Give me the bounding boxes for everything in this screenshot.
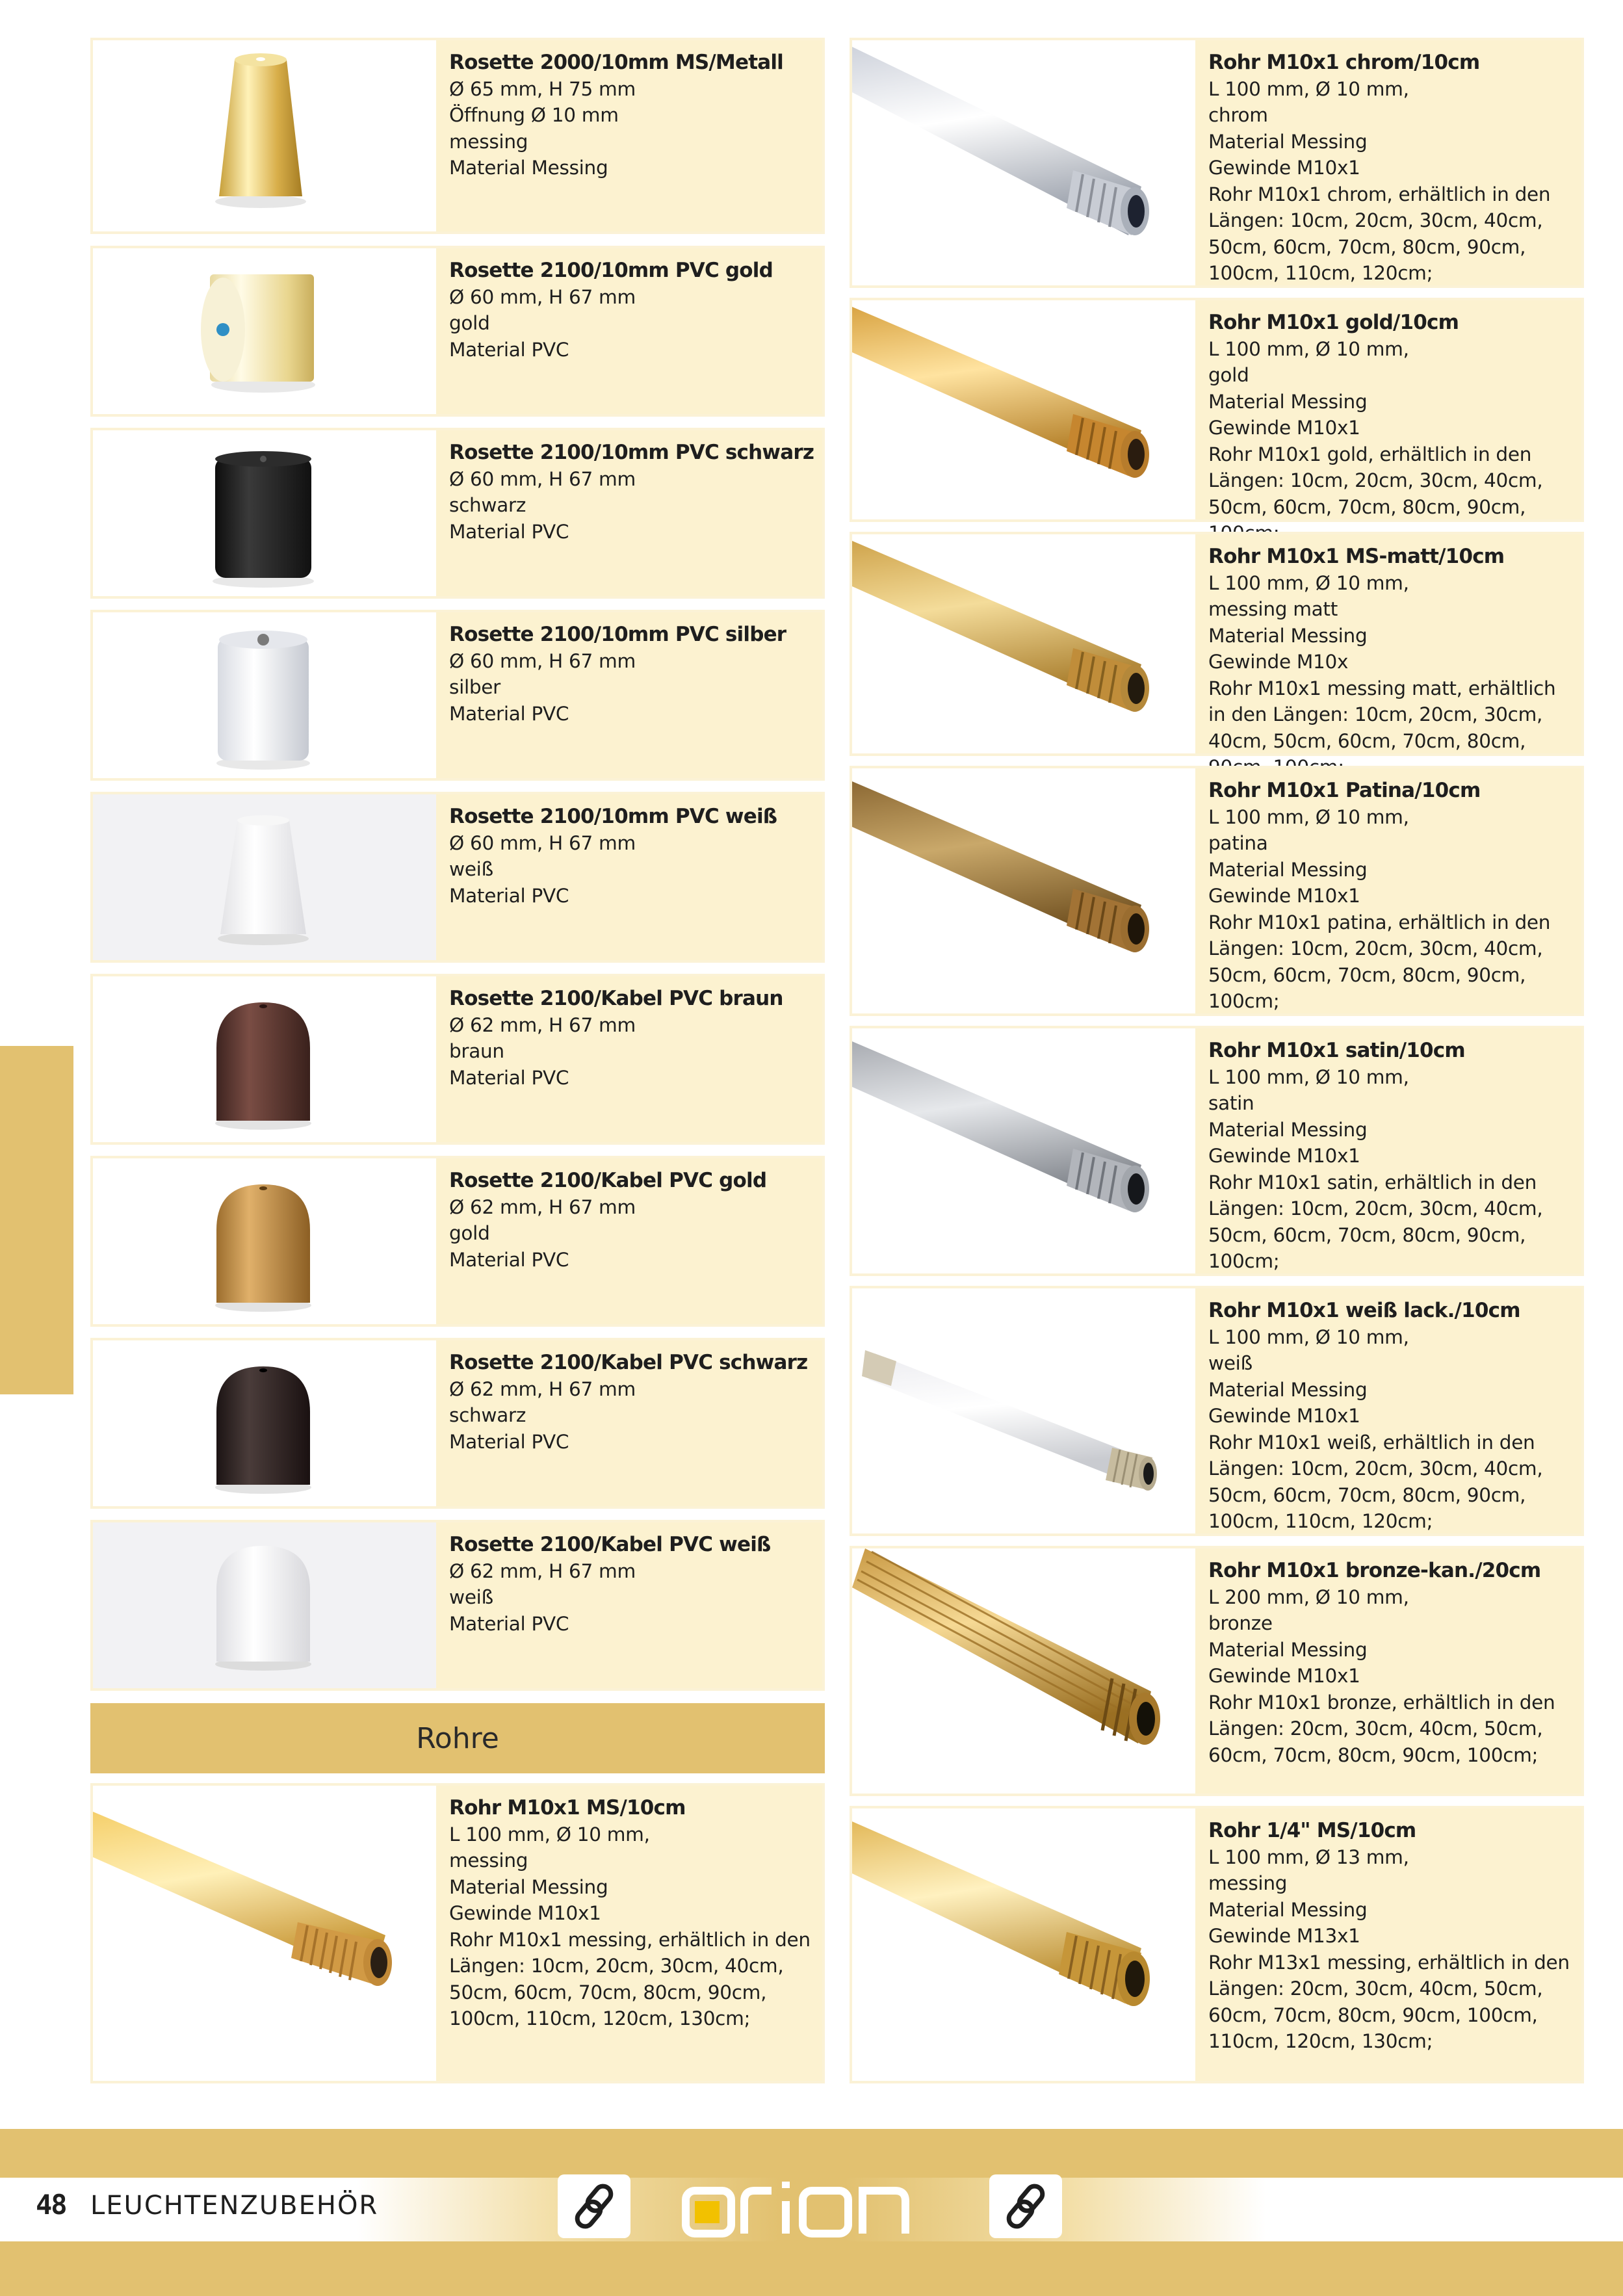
product-text (1195, 1808, 1581, 2081)
product-spec: Ø 62 mm, H 67 mm (449, 1013, 636, 1036)
product-spec: Ø 60 mm, H 67 mm (449, 831, 636, 854)
product-description: Rohr M10x1 satin, erhältlich in den Längen: 10cm, 20cm, 30cm, 40cm, 50cm, 60cm, 70cm, 80cm, 90cm, 100cm; (1208, 1171, 1543, 1272)
product-spec: Gewinde M10x1 (1208, 1145, 1360, 1167)
product-card (850, 766, 1584, 1016)
product-card (90, 792, 825, 963)
product-description: Rohr M10x1 patina, erhältlich in den Längen: 10cm, 20cm, 30cm, 40cm, 50cm, 60cm, 70cm, 80cm, 90cm, 100cm; (1208, 911, 1551, 1012)
product-spec: Material Messing (1208, 1378, 1368, 1401)
product-spec: Ø 60 mm, H 67 mm (449, 649, 636, 672)
product-card (90, 38, 825, 234)
product-spec: Gewinde M10x1 (449, 1902, 601, 1924)
product-spec: Material Messing (1208, 1118, 1368, 1141)
product-image (852, 300, 1195, 519)
product-spec: Öffnung Ø 10 mm (449, 104, 619, 126)
product-text (436, 248, 822, 414)
product-spec: Material PVC (449, 1248, 569, 1271)
product-text (1195, 40, 1581, 285)
product-image (852, 1548, 1195, 1794)
product-card (850, 298, 1584, 522)
product-card (850, 1026, 1584, 1276)
product-card (90, 1156, 825, 1327)
product-image (93, 40, 436, 231)
product-text (1195, 300, 1581, 519)
product-spec: Gewinde M10x1 (1208, 1405, 1360, 1427)
product-text (436, 1340, 822, 1506)
product-text (436, 430, 822, 596)
product-spec: Gewinde M10x1 (1208, 157, 1360, 179)
product-title: Rohr M10x1 chrom/10cm (1208, 51, 1480, 74)
product-spec: Ø 62 mm, H 67 mm (449, 1377, 636, 1400)
product-image (93, 1522, 436, 1688)
product-spec: gold (449, 312, 490, 334)
product-spec: Gewinde M10x1 (1208, 417, 1360, 439)
product-spec: schwarz (449, 1404, 526, 1426)
product-image (852, 40, 1195, 285)
product-image (852, 1808, 1195, 2081)
product-image (93, 248, 436, 414)
product-card (90, 1783, 825, 2083)
product-spec: L 100 mm, Ø 10 mm, (1208, 805, 1409, 828)
product-spec: weiß (449, 1586, 493, 1608)
product-text (1195, 768, 1581, 1013)
product-spec: Material Messing (1208, 390, 1368, 413)
product-spec: Material PVC (449, 702, 569, 725)
product-text (1195, 1028, 1581, 1273)
product-spec: L 100 mm, Ø 10 mm, (449, 1823, 650, 1846)
product-description: Rohr M10x1 gold, erhältlich in den Längen: 10cm, 20cm, 30cm, 40cm, 50cm, 60cm, 70cm, 80cm, 90cm, (1208, 443, 1543, 518)
product-spec: bronze (1208, 1612, 1273, 1634)
product-spec: Gewinde M10x1 (1208, 885, 1360, 907)
product-spec: Material PVC (449, 1612, 569, 1635)
product-card (90, 246, 825, 417)
product-title: Rosette 2100/Kabel PVC braun (449, 987, 783, 1010)
product-image (93, 612, 436, 778)
product-title: Rohr M10x1 weiß lack./10cm (1208, 1299, 1520, 1322)
product-description: Rohr M10x1 messing, erhältlich in den Längen: 10cm, 20cm, 30cm, 40cm, 50cm, 60cm, 70cm, 80cm, 90cm, 100cm, 110cm, 120cm, 130cm; (449, 1928, 811, 2029)
product-card (90, 428, 825, 599)
product-card (850, 1286, 1584, 1536)
footer-band (0, 2129, 1623, 2178)
product-title: Rosette 2100/10mm PVC gold (449, 259, 773, 282)
product-spec: L 100 mm, Ø 10 mm, (1208, 337, 1409, 360)
product-title: Rohr M10x1 MS-matt/10cm (1208, 545, 1505, 568)
product-card (850, 532, 1584, 756)
product-spec: braun (449, 1040, 504, 1062)
product-spec: Material Messing (1208, 1898, 1368, 1921)
product-spec: L 200 mm, Ø 10 mm, (1208, 1585, 1409, 1608)
orion-logo (681, 2182, 941, 2240)
product-spec: Ø 60 mm, H 67 mm (449, 285, 636, 308)
product-text (436, 1522, 822, 1688)
product-spec: weiß (449, 858, 493, 880)
product-text (1195, 1288, 1581, 1533)
product-spec: messing (1208, 1872, 1288, 1894)
product-spec: Gewinde M13x1 (1208, 1925, 1360, 1947)
product-text (436, 1786, 822, 2081)
product-spec: Material PVC (449, 338, 569, 361)
product-spec: L 100 mm, Ø 10 mm, (1208, 1065, 1409, 1088)
product-description: Rohr M10x1 chrom, erhältlich in den Längen: 10cm, 20cm, 30cm, 40cm, 50cm, 60cm, 70cm, 80cm, 90cm, 100cm, 110cm, 120cm; (1208, 183, 1551, 284)
product-title: Rohr M10x1 MS/10cm (449, 1796, 686, 1820)
product-text (1195, 1548, 1581, 1794)
product-spec: L 100 mm, Ø 10 mm, (1208, 1325, 1409, 1348)
footer-section-title: LEUCHTENZUBEHÖR (90, 2191, 379, 2221)
product-image (852, 534, 1195, 753)
product-spec: L 100 mm, Ø 10 mm, (1208, 77, 1409, 100)
page-number: 48 (36, 2189, 66, 2221)
product-image (93, 1786, 436, 2081)
product-spec: Material PVC (449, 1430, 569, 1453)
product-image (852, 768, 1195, 1013)
product-card (850, 38, 1584, 288)
product-card (850, 1546, 1584, 1796)
product-title: Rosette 2100/Kabel PVC weiß (449, 1533, 771, 1556)
chain-link-icon (989, 2174, 1062, 2238)
product-spec: satin (1208, 1092, 1254, 1114)
product-title: Rohr M10x1 Patina/10cm (1208, 779, 1481, 802)
side-tab (0, 1046, 73, 1394)
product-image (93, 1340, 436, 1506)
chain-link-icon (558, 2174, 630, 2238)
product-card (90, 974, 825, 1145)
product-spec: patina (1208, 832, 1268, 854)
product-spec: Material Messing (1208, 624, 1368, 647)
product-spec: chrom (1208, 104, 1268, 126)
product-spec: Ø 60 mm, H 67 mm (449, 467, 636, 490)
product-title: Rosette 2100/Kabel PVC gold (449, 1169, 767, 1192)
product-image (93, 976, 436, 1142)
product-spec: L 100 mm, Ø 13 mm, (1208, 1846, 1409, 1868)
product-title: Rohr 1/4" MS/10cm (1208, 1819, 1416, 1842)
product-image (852, 1288, 1195, 1533)
product-card (850, 1806, 1584, 2083)
product-spec: messing (449, 1849, 528, 1872)
product-title: Rosette 2100/10mm PVC silber (449, 623, 786, 646)
product-image (93, 794, 436, 960)
product-spec: Ø 62 mm, H 67 mm (449, 1559, 636, 1582)
product-spec: Material Messing (449, 1875, 608, 1898)
product-spec: weiß (1208, 1352, 1253, 1374)
section-heading-rohre: Rohre (90, 1703, 825, 1773)
product-image (93, 430, 436, 596)
product-spec: Gewinde M10x1 (1208, 1665, 1360, 1687)
product-spec: gold (1208, 364, 1249, 386)
product-spec: gold (449, 1222, 490, 1244)
product-description: Rohr M13x1 messing, erhältlich in den Längen: 20cm, 30cm, 40cm, 50cm, 60cm, 70cm, 80cm, 90cm, 100cm, 110cm, 120cm, 130cm; (1208, 1951, 1570, 2052)
product-spec: L 100 mm, Ø 10 mm, (1208, 571, 1409, 594)
product-spec: Material Messing (1208, 130, 1368, 153)
product-card (90, 610, 825, 781)
footer-band (0, 2241, 1623, 2296)
product-spec: Material Messing (449, 157, 608, 179)
product-title: Rosette 2000/10mm MS/Metall (449, 51, 783, 74)
product-image (852, 1028, 1195, 1273)
product-spec: Ø 62 mm, H 67 mm (449, 1195, 636, 1218)
product-spec: Material PVC (449, 884, 569, 907)
product-title: Rosette 2100/Kabel PVC schwarz (449, 1351, 808, 1374)
product-spec: Gewinde M10x (1208, 651, 1349, 673)
product-spec: Ø 65 mm, H 75 mm (449, 77, 636, 100)
product-spec: schwarz (449, 494, 526, 516)
product-text (436, 976, 822, 1142)
product-description: Rohr M10x1 weiß, erhältlich in den Längen: 10cm, 20cm, 30cm, 40cm, 50cm, 60cm, 70cm, 80cm, 90cm, 100cm, 110cm, 120cm; (1208, 1431, 1543, 1532)
product-text (436, 794, 822, 960)
product-text (436, 1158, 822, 1324)
product-title: Rohr M10x1 bronze-kan./20cm (1208, 1559, 1541, 1582)
product-description: Rohr M10x1 messing matt, erhältlich in den Längen: 10cm, 20cm, 30cm, 40cm, 50cm, 60cm, 70cm, 80cm, (1208, 677, 1556, 752)
product-spec: messing (449, 130, 528, 153)
product-spec: Material PVC (449, 520, 569, 543)
product-description: Rohr M10x1 bronze, erhältlich in den Längen: 20cm, 30cm, 40cm, 50cm, 60cm, 70cm, 80cm, 90cm, 100cm; (1208, 1691, 1555, 1766)
product-title: Rohr M10x1 gold/10cm (1208, 311, 1459, 334)
product-spec: Material Messing (1208, 858, 1368, 881)
product-title: Rosette 2100/10mm PVC schwarz (449, 441, 814, 464)
product-title: Rohr M10x1 satin/10cm (1208, 1039, 1465, 1062)
product-text (1195, 534, 1581, 753)
product-text (436, 612, 822, 778)
product-spec: messing matt (1208, 598, 1338, 620)
product-spec: Material Messing (1208, 1638, 1368, 1661)
product-spec: silber (449, 676, 500, 698)
product-card (90, 1338, 825, 1509)
product-image (93, 1158, 436, 1324)
product-card (90, 1520, 825, 1691)
product-text (436, 40, 822, 231)
product-title: Rosette 2100/10mm PVC weiß (449, 805, 777, 828)
product-spec: Material PVC (449, 1066, 569, 1089)
